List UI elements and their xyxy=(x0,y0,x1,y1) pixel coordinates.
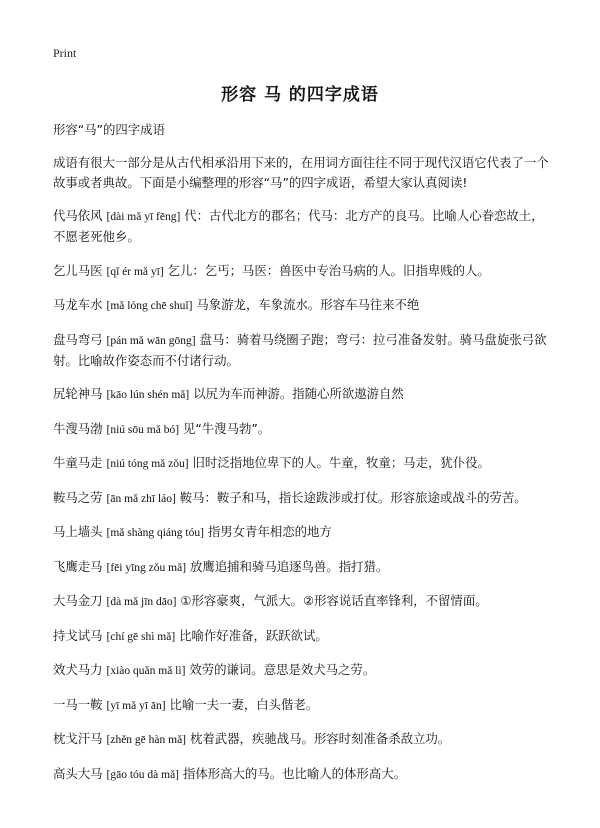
idiom-entry xyxy=(53,453,553,474)
idiom-text: 持戈试马 xyxy=(53,627,103,643)
idiom-entry xyxy=(53,660,553,681)
idiom-meaning: 比喻一夫一妻，白头偕老。 xyxy=(169,696,319,712)
idiom-meaning: 指体形高大的马。也比喻人的体形高大。 xyxy=(182,765,406,781)
idiom-entry xyxy=(53,557,553,578)
idiom-text: 盘马弯弓 xyxy=(53,331,103,347)
idiom-text: 大马金刀 xyxy=(53,593,103,608)
idiom-pinyin: [niú tóng mǎ zǒu] xyxy=(106,458,189,470)
idiom-text: 代马依风 xyxy=(53,208,103,223)
idiom-text: 高头大马 xyxy=(53,765,103,781)
idiom-pinyin: [mǎ shàng qiáng tóu] xyxy=(106,527,204,539)
idiom-text: 鞍马之劳 xyxy=(53,489,103,505)
idiom-text: 牛溲马渤 xyxy=(53,420,103,436)
idiom-meaning: 马象游龙，车象流水。形容车马往来不绝 xyxy=(196,297,420,312)
idiom-meaning: ①形容豪爽，气派大。②形容说话直率锋利，不留情面。 xyxy=(180,593,488,608)
idiom-pinyin: [chí gē shì mǎ] xyxy=(106,630,176,643)
idiom-text: 马龙车水 xyxy=(53,297,103,312)
idiom-text: 效犬马力 xyxy=(53,662,103,677)
idiom-text: 一马一鞍 xyxy=(53,696,103,712)
idiom-meaning: 见“牛溲马勃”。 xyxy=(182,420,271,436)
idiom-entry xyxy=(53,384,553,405)
idiom-text: 尻轮神马 xyxy=(53,386,103,401)
print-link[interactable]: Print xyxy=(53,46,77,60)
idiom-text: 飞鹰走马 xyxy=(53,558,103,574)
idiom-pinyin: [pán mǎ wān gōng] xyxy=(106,334,196,347)
idiom-entry xyxy=(53,419,553,440)
idiom-pinyin: [mǎ lóng chē shuǐ] xyxy=(106,300,193,312)
idiom-entry xyxy=(53,729,553,750)
idiom-pinyin: [qǐ ér mǎ yī] xyxy=(106,265,164,278)
idiom-entry xyxy=(53,522,553,543)
idiom-meaning: 放鹰追捕和骑马追逐鸟兽。指打猎。 xyxy=(189,558,389,574)
idiom-pinyin: [fēi yīng zǒu mǎ] xyxy=(106,561,187,574)
idiom-pinyin: [xiào quǎn mǎ lì] xyxy=(106,665,186,677)
idiom-text: 马上墙头 xyxy=(53,524,103,539)
page-title: 形容 马 的四字成语 xyxy=(221,85,379,105)
idiom-entry xyxy=(53,591,553,612)
idiom-entry xyxy=(53,626,553,647)
idiom-entry xyxy=(53,488,553,509)
idiom-text: 乞儿马医 xyxy=(53,262,103,278)
idiom-meaning: 旧时泛指地位卑下的人。牛童，牧童；马走，犹仆役。 xyxy=(192,455,490,470)
idiom-pinyin: [kāo lún shén mǎ] xyxy=(106,389,190,401)
idiom-meaning: 盘马：骑着马绕圈子跑；弯弓：拉弓准备发射。骑马盘旋张弓欲射。比喻故作姿态而不付诸行动。 xyxy=(53,331,547,368)
article-body xyxy=(53,120,553,798)
idiom-pinyin: [dài mǎ yī fēng] xyxy=(106,211,181,223)
idiom-meaning: 鞍马：鞍子和马，指长途跋涉或打仗。形容旅途或战斗的劳苦。 xyxy=(179,489,527,505)
idiom-meaning: 比喻作好准备，跃跃欲试。 xyxy=(179,627,328,643)
idiom-entry xyxy=(53,695,553,716)
idiom-meaning: 代：古代北方的郡名；代马：北方产的良马。比喻人心眷恋故土，不愿老死他乡。 xyxy=(53,208,544,244)
idiom-pinyin: [gāo tóu dà mǎ] xyxy=(106,768,180,781)
article-subtitle: 形容“马”的四字成语 xyxy=(53,122,165,137)
idiom-pinyin: [niú sōu mǎ bó] xyxy=(106,423,180,436)
idiom-meaning: 以尻为车而神游。指随心所欲遨游自然 xyxy=(193,386,404,401)
intro-paragraph: 成语有很大一部分是从古代相承沿用下来的，在用词方面往往不同于现代汉语它代表了一个故事或者典故。下面是小编整理的形容“马”的四字成语，希望大家认真阅读! xyxy=(53,155,549,190)
idiom-meaning: 效劳的谦词。意思是效犬马之劳。 xyxy=(189,662,376,677)
idiom-pinyin: [yī mǎ yī ān] xyxy=(106,699,166,712)
idiom-meaning: 枕着武器，疾驰战马。形容时刻准备杀敌立功。 xyxy=(189,731,451,746)
idiom-meaning: 指男女青年相恋的地方 xyxy=(207,524,332,539)
idiom-entry xyxy=(53,295,553,316)
idiom-text: 牛童马走 xyxy=(53,455,103,470)
idiom-pinyin: [dà mǎ jīn dāo] xyxy=(106,596,177,608)
idiom-entry xyxy=(53,261,553,282)
idiom-list xyxy=(53,206,553,785)
idiom-text: 枕戈汗马 xyxy=(53,731,103,746)
idiom-entry xyxy=(53,330,553,371)
idiom-meaning: 乞儿：乞丐；马医：兽医中专治马病的人。旧指卑贱的人。 xyxy=(167,262,490,278)
idiom-pinyin: [ān mǎ zhī láo] xyxy=(106,492,176,505)
idiom-pinyin: [zhěn gē hàn mǎ] xyxy=(106,734,187,746)
idiom-entry xyxy=(53,764,553,785)
idiom-entry xyxy=(53,206,553,247)
